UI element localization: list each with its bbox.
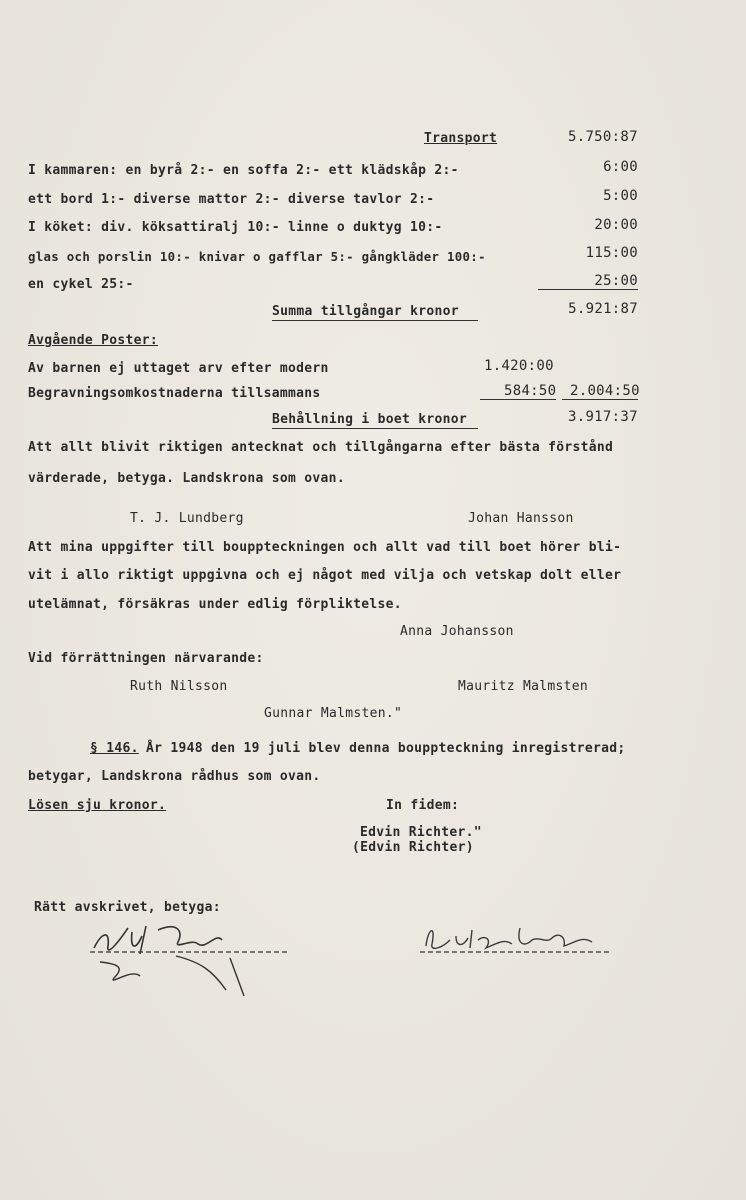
- deduction-row: Av barnen ej uttaget arv efter modern: [28, 361, 329, 376]
- section-text: betygar, Landskrona rådhus som ovan.: [28, 769, 321, 784]
- attest-line: Att allt blivit riktigen antecknat och tillgångarna efter bästa förstånd: [28, 440, 614, 455]
- richter-signature: Edvin Richter.": [360, 825, 482, 840]
- balance-value: 3.917:37: [568, 409, 638, 425]
- inventory-row: I kammaren: en byrå 2:- en soffa 2:- ett klädskåp 2:-: [28, 163, 459, 178]
- balance-label: Behållning i boet kronor: [272, 412, 468, 427]
- inventory-row: ett bord 1:- diverse mattor 2:- diverse tavlor 2:-: [28, 192, 435, 207]
- sum-rule: [538, 289, 638, 290]
- summa-label: Summa tillgångar kronor: [272, 304, 459, 319]
- attest-line: Att mina uppgifter till bouppteckningen och allt vad till boet hörer bli-: [28, 540, 622, 555]
- present-label: Vid förrättningen närvarande:: [28, 651, 264, 666]
- present-name: Mauritz Malmsten: [458, 679, 589, 694]
- transport-value: 5.750:87: [568, 129, 638, 145]
- signer-name: Johan Hansson: [468, 511, 574, 526]
- inventory-row: en cykel 25:-: [28, 277, 134, 292]
- deduction-value: 584:50: [504, 383, 557, 399]
- fee-text: Lösen sju kronor.: [28, 798, 167, 813]
- richter-name: (Edvin Richter): [352, 840, 474, 855]
- signer-name: T. J. Lundberg: [130, 511, 244, 526]
- inventory-row: I köket: div. köksattiralj 10:- linne o duktyg 10:-: [28, 220, 443, 235]
- in-fidem: In fidem:: [386, 798, 460, 813]
- inventory-value: 5:00: [603, 188, 638, 204]
- balance-underline: [272, 428, 478, 429]
- deduction-rule: [480, 399, 556, 400]
- transport-label: Transport: [424, 131, 498, 146]
- deduction-total-rule: [562, 399, 638, 400]
- section-text: År 1948 den 19 juli blev denna bouppteckning inregistrerad;: [146, 741, 626, 756]
- summa-value: 5.921:87: [568, 301, 638, 317]
- present-name: Ruth Nilsson: [130, 679, 228, 694]
- deductions-heading: Avgående Poster:: [28, 333, 159, 348]
- attest-line: värderade, betyga. Landskrona som ovan.: [28, 471, 345, 486]
- section-number: § 146.: [90, 741, 139, 756]
- inventory-value: 20:00: [594, 217, 638, 233]
- handwritten-signature-lundberg: [80, 910, 290, 1000]
- present-name: Gunnar Malmsten.": [264, 706, 403, 721]
- signer-name: Anna Johansson: [400, 624, 514, 639]
- inventory-value: 25:00: [594, 273, 638, 289]
- inventory-row: glas och porslin 10:- knivar o gafflar 5:- gångkläder 100:-: [28, 249, 486, 264]
- handwritten-signature-lilian-lundberg: [416, 918, 616, 968]
- attest-line: utelämnat, försäkras under edlig förpliktelse.: [28, 597, 402, 612]
- inventory-value: 115:00: [585, 245, 638, 261]
- attest-line: vit i allo riktigt uppgivna och ej något med vilja och vetskap dolt eller: [28, 568, 622, 583]
- certification-label: Rätt avskrivet, betyga:: [34, 900, 221, 915]
- deduction-value: 1.420:00: [484, 358, 554, 374]
- deduction-total: 2.004:50: [570, 383, 640, 399]
- deduction-row: Begravningsomkostnaderna tillsammans: [28, 386, 321, 401]
- inventory-value: 6:00: [603, 159, 638, 175]
- summa-underline: [272, 320, 478, 321]
